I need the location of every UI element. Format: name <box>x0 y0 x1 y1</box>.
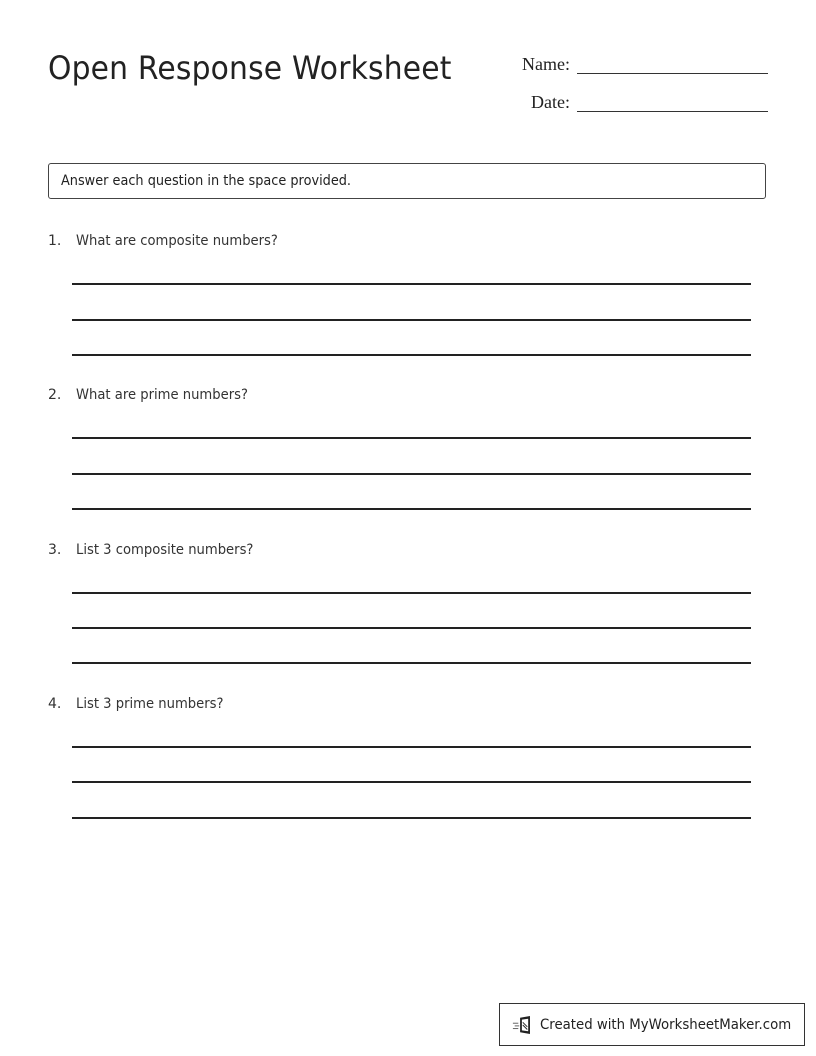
instructions-text: Answer each question in the space provided. <box>61 173 352 189</box>
answer-line[interactable] <box>72 437 751 439</box>
footer-badge[interactable] <box>499 1003 805 1046</box>
answer-line[interactable] <box>72 473 751 475</box>
question-number: 1. <box>48 233 62 249</box>
date-field <box>500 92 768 112</box>
answer-line[interactable] <box>72 662 751 664</box>
footer-text: Created with MyWorksheetMaker.com <box>539 1016 791 1033</box>
question-4 <box>48 695 768 713</box>
question-number: 4. <box>48 696 62 712</box>
date-input-line[interactable] <box>577 97 768 112</box>
page-title: Open Response Worksheet <box>48 49 452 87</box>
question-text: List 3 composite numbers? <box>76 542 254 558</box>
question-number: 2. <box>48 387 62 403</box>
question-number: 3. <box>48 542 62 558</box>
name-field <box>500 54 768 74</box>
answer-line[interactable] <box>72 817 751 819</box>
question-text: List 3 prime numbers? <box>76 696 224 712</box>
answer-line[interactable] <box>72 283 751 285</box>
question-text: What are prime numbers? <box>76 387 248 403</box>
question-3 <box>48 541 768 559</box>
instructions-box <box>48 163 766 199</box>
answer-line[interactable] <box>72 354 751 356</box>
question-2 <box>48 386 768 404</box>
name-input-line[interactable] <box>577 59 768 74</box>
answer-line[interactable] <box>72 781 751 783</box>
question-text: What are composite numbers? <box>76 233 278 249</box>
answer-line[interactable] <box>72 592 751 594</box>
question-1 <box>48 232 768 250</box>
name-label: Name: <box>522 54 570 74</box>
worksheet-logo-icon <box>512 1014 534 1036</box>
answer-line[interactable] <box>72 508 751 510</box>
answer-line[interactable] <box>72 746 751 748</box>
answer-line[interactable] <box>72 627 751 629</box>
date-label: Date: <box>531 92 570 112</box>
answer-line[interactable] <box>72 319 751 321</box>
